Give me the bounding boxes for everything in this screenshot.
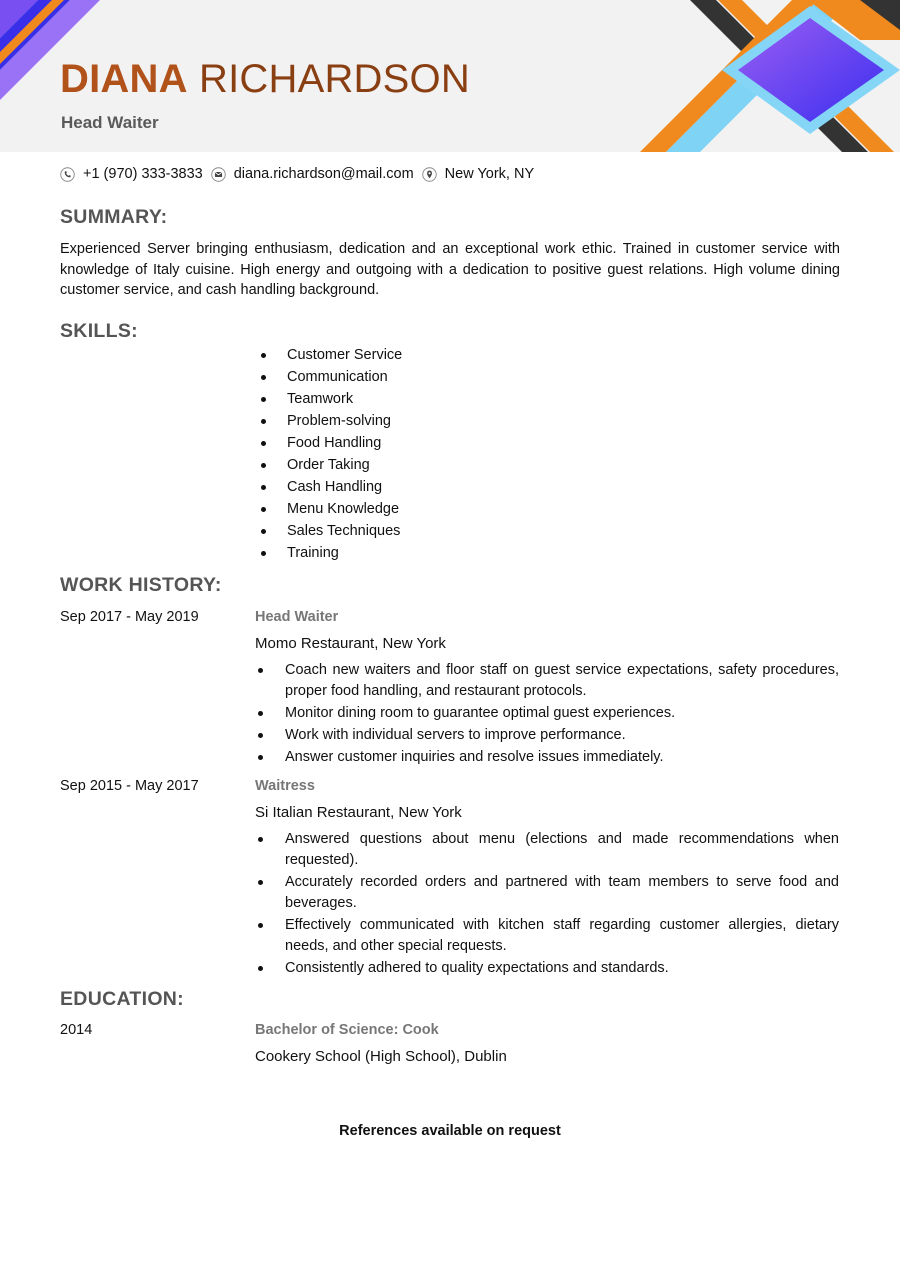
first-name: DIANA [60,57,188,101]
skill-label: Customer Service [287,347,403,363]
education-school: Cookery School (High School), Dublin [255,1048,507,1065]
job-bullet [255,872,839,914]
education-degree: Bachelor of Science: Cook [255,1022,439,1038]
bullet-icon [261,441,266,446]
bullet-icon [261,353,266,358]
job-bullet-text: Answered questions about menu (elections and made recommendations when requested). [285,831,839,868]
job-position: Waitress [255,778,315,794]
email-address[interactable]: diana.richardson@mail.com [233,166,414,182]
references-note: References available on request [339,1123,561,1139]
bullet-icon [261,529,266,534]
contact-line [60,164,542,184]
job-title: Head Waiter [61,113,159,132]
phone-number[interactable]: +1 (970) 333-3833 [83,166,203,182]
candidate-name [60,56,470,102]
job-bullet [255,703,839,724]
last-name: RICHARDSON [199,57,470,101]
skill-label: Menu Knowledge [287,501,400,517]
bullet-icon [261,419,266,424]
skill-item [259,520,402,542]
skill-label: Food Handling [287,435,382,451]
education-heading: EDUCATION: [60,988,184,1010]
bullet-icon [258,966,263,971]
work-history-heading: WORK HISTORY: [60,574,222,596]
job-bullet-text: Work with individual servers to improve performance. [285,727,626,743]
job-bullet [255,660,839,702]
bullet-icon [258,923,263,928]
bullet-icon [261,397,266,402]
location: New York, NY [444,166,535,182]
skill-item [259,454,402,476]
bullet-icon [258,668,263,673]
skills-heading: SKILLS: [60,320,138,342]
skill-label: Training [287,545,339,561]
job-bullet-text: Consistently adhered to quality expectations and standards. [285,960,669,976]
skill-label: Teamwork [287,391,354,407]
bullet-icon [261,507,266,512]
job-bullets [255,660,839,769]
job-company: Momo Restaurant, New York [255,635,446,652]
job-dates: Sep 2017 - May 2019 [60,609,199,625]
job-bullet [255,725,839,746]
email-icon [211,167,226,182]
skill-label: Sales Techniques [287,523,401,539]
job-position: Head Waiter [255,609,339,625]
bullet-icon [261,485,266,490]
skill-item [259,344,402,366]
bullet-icon [261,375,266,380]
location-pin-icon [422,167,437,182]
job-bullet-text: Effectively communicated with kitchen staff regarding customer allergies, dietary needs, and other special requests. [285,917,839,954]
skill-label: Communication [287,369,388,385]
job-bullet-text: Answer customer inquiries and resolve issues immediately. [285,749,664,765]
phone-icon [60,167,75,182]
bullet-icon [258,880,263,885]
summary-heading: SUMMARY: [60,206,168,228]
skill-item [259,542,402,564]
skills-list [259,344,402,564]
skill-item [259,366,402,388]
job-bullets [255,829,839,980]
skill-label: Problem-solving [287,413,391,429]
job-bullet [255,747,839,768]
job-bullet-text: Coach new waiters and floor staff on guest service expectations, safety procedures, proper food handling, and restaurant protocols. [285,662,839,699]
summary-text: Experienced Server bringing enthusiasm, dedication and an exceptional work ethic. Trained in customer service with knowledge of Italy cuisine. High energy and outgoing with a dedication to positive guest relations. High volume dining customer service, and cash handling background. [60,241,840,298]
job-bullet-text: Monitor dining room to guarantee optimal guest experiences. [285,705,676,721]
job-bullet [255,829,839,871]
bullet-icon [261,463,266,468]
job-company: Si Italian Restaurant, New York [255,804,462,821]
bullet-icon [258,837,263,842]
job-bullet [255,958,839,979]
job-dates: Sep 2015 - May 2017 [60,778,199,794]
skill-item [259,388,402,410]
skill-item [259,432,402,454]
bullet-icon [258,711,263,716]
skill-label: Order Taking [287,457,370,473]
education-year: 2014 [60,1022,93,1038]
skill-item [259,410,402,432]
header-band [0,0,900,152]
job-bullet [255,915,839,957]
job-bullet-text: Accurately recorded orders and partnered with team members to serve food and beverages. [285,874,839,911]
bullet-icon [258,733,263,738]
bullet-icon [261,551,266,556]
skill-label: Cash Handling [287,479,383,495]
bullet-icon [258,755,263,760]
skill-item [259,498,402,520]
skill-item [259,476,402,498]
